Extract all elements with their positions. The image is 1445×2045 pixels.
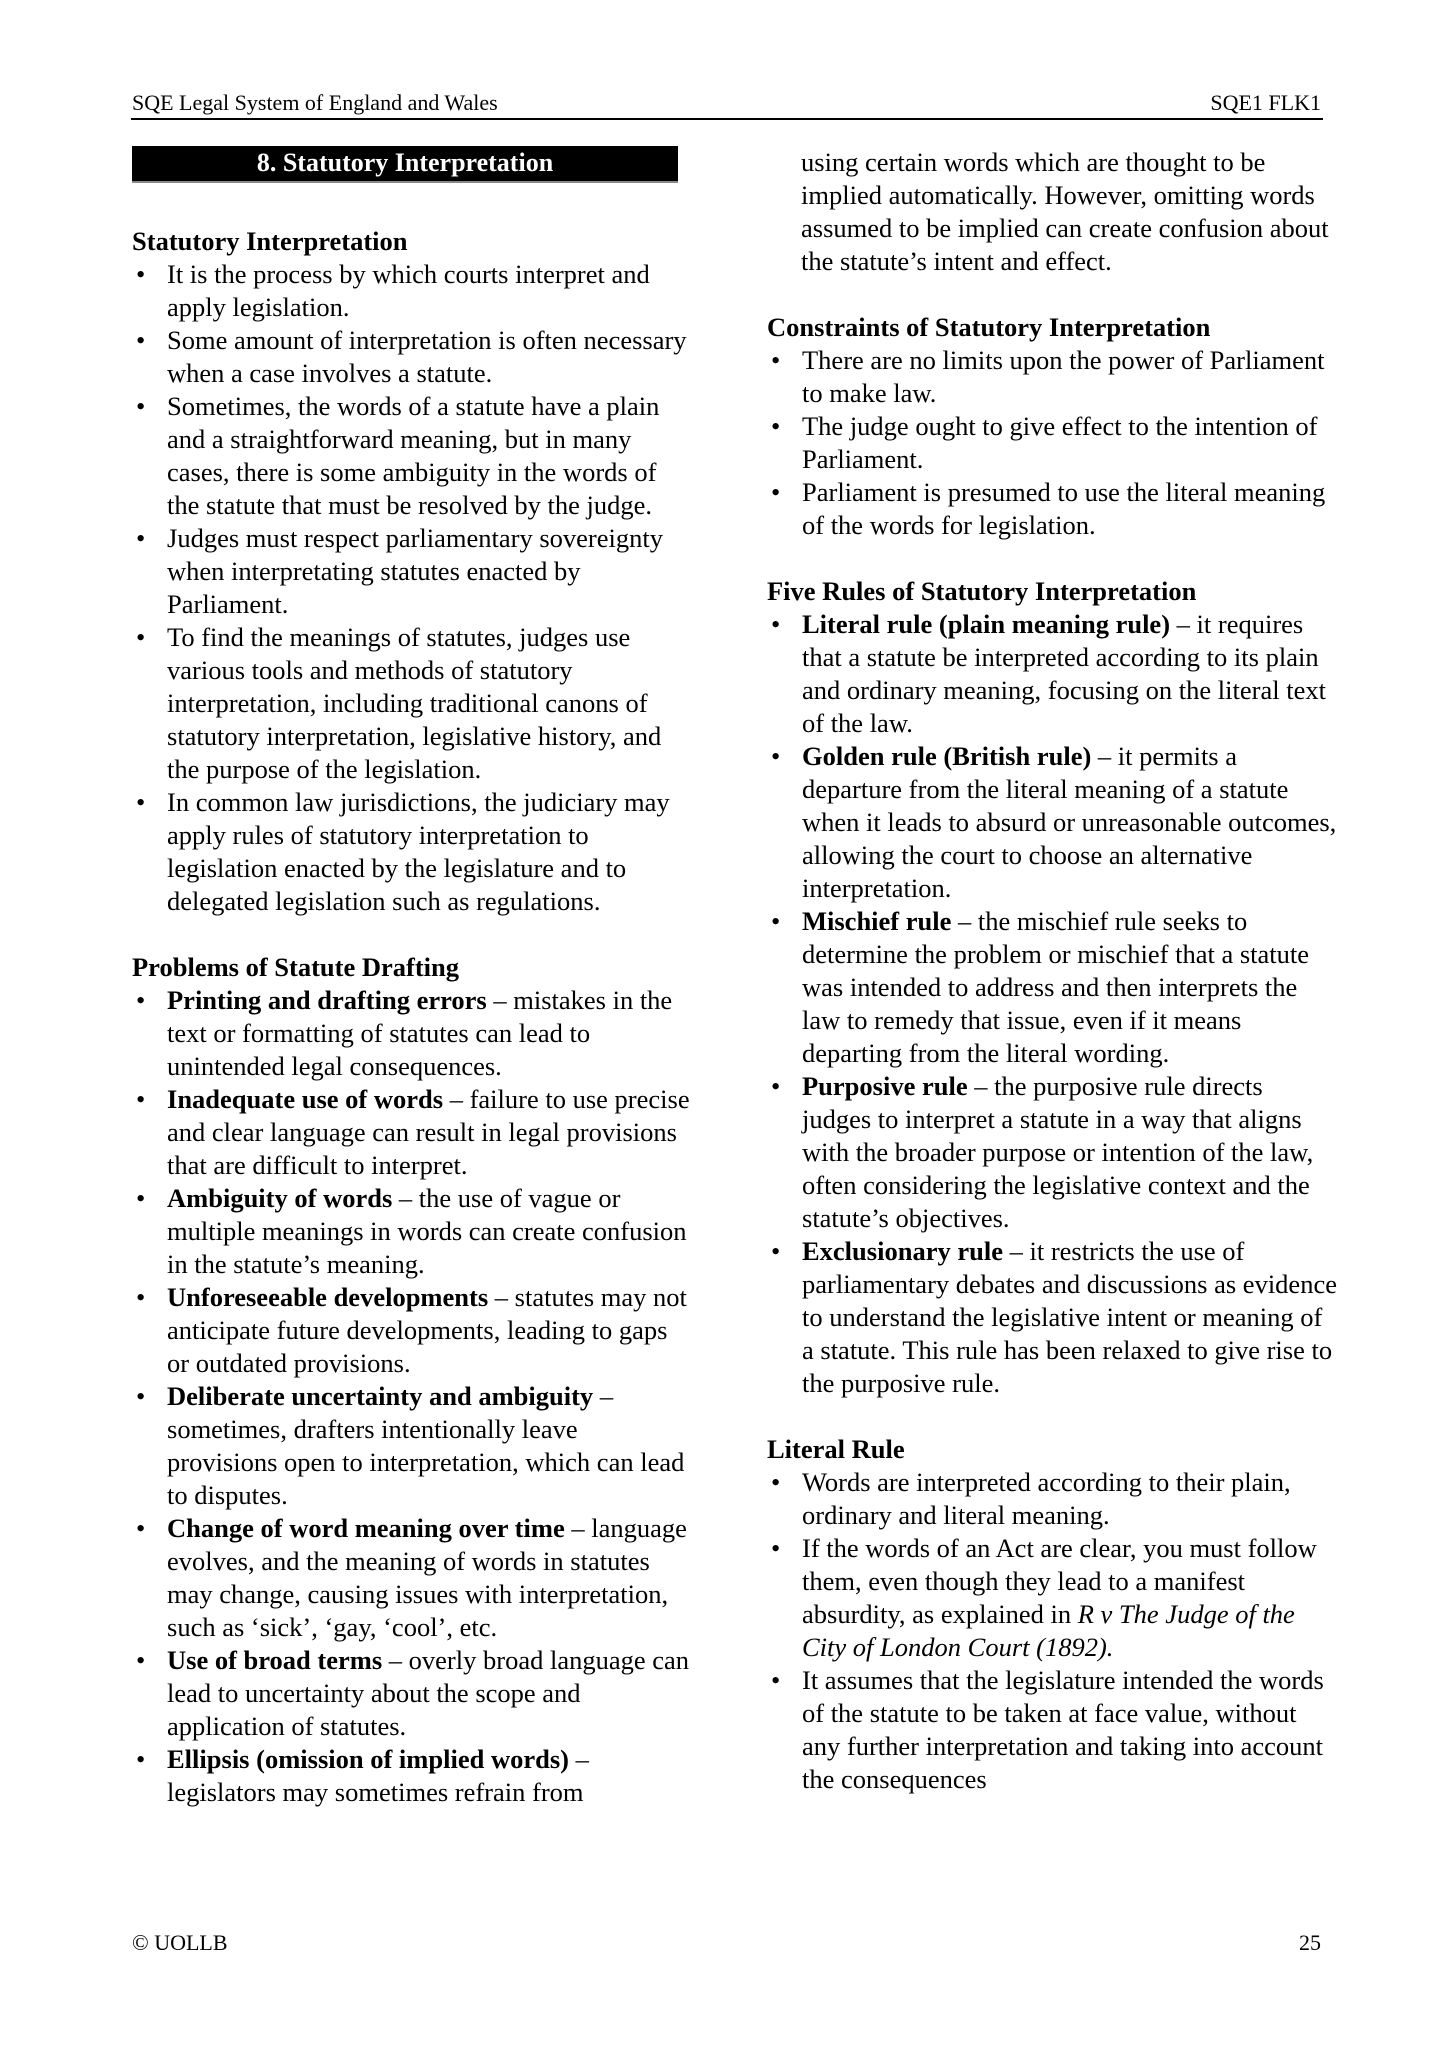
list-item: • Deliberate uncertainty and ambiguity – sometimes, drafters intentionally leave provisions open to interpretation, which can lead to disputes. <box>132 1380 692 1512</box>
term: Purposive rule <box>802 1071 968 1101</box>
list-item: • Some amount of interpretation is often necessary when a case involves a statute. <box>132 324 692 390</box>
list-item: • Parliament is presumed to use the literal meaning of the words for legislation. <box>767 476 1337 542</box>
term: Use of broad terms <box>167 1645 383 1675</box>
term: Change of word meaning over time <box>167 1513 565 1543</box>
copyright: © UOLLB <box>132 1930 228 1955</box>
section-heading-problems: Problems of Statute Drafting <box>132 952 460 982</box>
list-item: • Sometimes, the words of a statute have a plain and a straightforward meaning, but in many cases, there is some ambiguity in the words of the statute that must be resolved by the judge. <box>132 390 692 522</box>
five-rules-list <box>767 608 1337 1400</box>
term: Inadequate use of words <box>167 1084 444 1114</box>
section-heading-literal-rule: Literal Rule <box>767 1434 905 1464</box>
term: Deliberate uncertainty and ambiguity <box>167 1381 594 1411</box>
section-heading-constraints: Constraints of Statutory Interpretation <box>767 312 1211 342</box>
term: Exclusionary rule <box>802 1236 1003 1266</box>
term: Golden rule (British rule) <box>802 741 1092 771</box>
list-item: • Mischief rule – the mischief rule seeks to determine the problem or mischief that a statute was intended to address and then interprets the law to remedy that issue, even if it means departing from the literal wording. <box>767 905 1337 1070</box>
list-item: • If the words of an Act are clear, you must follow them, even though they lead to a manifest absurdity, as explained in R v The Judge of the City of London Court (1892). <box>767 1532 1337 1664</box>
document-title: SQE Legal System of England and Wales <box>132 90 498 115</box>
list-item: • There are no limits upon the power of Parliament to make law. <box>767 344 1337 410</box>
list-item: • Purposive rule – the purposive rule directs judges to interpret a statute in a way that aligns with the broader purpose or intention of the law, often considering the legislative context and the statute’s objectives. <box>767 1070 1337 1235</box>
list-item: • Inadequate use of words – failure to use precise and clear language can result in legal provisions that are difficult to interpret. <box>132 1083 692 1182</box>
list-item: • To find the meanings of statutes, judges use various tools and methods of statutory interpretation, including traditional canons of statutory interpretation, legislative history, and the purpose of the legislation. <box>132 621 692 786</box>
right-column <box>767 146 1337 1796</box>
list-item: • Exclusionary rule – it restricts the use of parliamentary debates and discussions as evidence to understand the legislative intent or meaning of a statute. This rule has been relaxed to give rise to the purposive rule. <box>767 1235 1337 1400</box>
statutory-interpretation-list <box>132 258 692 918</box>
list-item: • Ambiguity of words – the use of vague or multiple meanings in words can create confusion in the statute’s meaning. <box>132 1182 692 1281</box>
list-item: • Golden rule (British rule) – it permits a departure from the literal meaning of a statute when it leads to absurd or unreasonable outcomes, allowing the court to choose an alternative interpretation. <box>767 740 1337 905</box>
list-item: • It assumes that the legislature intended the words of the statute to be taken at face value, without any further interpretation and taking into account the consequences <box>767 1664 1337 1796</box>
continued-text: using certain words which are thought to be implied automatically. However, omitting words assumed to be implied can create confusion about the statute’s intent and effect. <box>801 147 1329 276</box>
section-heading-statutory-interpretation: Statutory Interpretation <box>132 226 408 256</box>
list-item: • The judge ought to give effect to the intention of Parliament. <box>767 410 1337 476</box>
list-item: • Change of word meaning over time – language evolves, and the meaning of words in statutes may change, causing issues with interpretation, such as ‘sick’, ‘gay, ‘cool’, etc. <box>132 1512 692 1644</box>
list-item: • Unforeseeable developments – statutes may not anticipate future developments, leading to gaps or outdated provisions. <box>132 1281 692 1380</box>
term: Ambiguity of words <box>167 1183 393 1213</box>
list-item: • In common law jurisdictions, the judiciary may apply rules of statutory interpretation to legislation enacted by the legislature and to delegated legislation such as regulations. <box>132 786 692 918</box>
term: Ellipsis (omission of implied words) <box>167 1744 569 1774</box>
list-item: • Literal rule (plain meaning rule) – it requires that a statute be interpreted according to its plain and ordinary meaning, focusing on the literal text of the law. <box>767 608 1337 740</box>
document-code: SQE1 FLK1 <box>1210 90 1321 115</box>
section-heading-five-rules: Five Rules of Statutory Interpretation <box>767 576 1197 606</box>
literal-rule-list <box>767 1466 1337 1796</box>
term: Printing and drafting errors <box>167 985 487 1015</box>
list-item: • Ellipsis (omission of implied words) – legislators may sometimes refrain from <box>132 1743 692 1809</box>
problems-list <box>132 984 692 1809</box>
term: Unforeseeable developments <box>167 1282 489 1312</box>
left-column <box>132 146 692 1809</box>
page-number: 25 <box>1299 1930 1321 1955</box>
term: Mischief rule <box>802 906 952 936</box>
list-item: • Printing and drafting errors – mistakes in the text or formatting of statutes can lead to unintended legal consequences. <box>132 984 692 1083</box>
term: Literal rule (plain meaning rule) <box>802 609 1171 639</box>
list-item: • Judges must respect parliamentary sovereignty when interpretating statutes enacted by Parliament. <box>132 522 692 621</box>
chapter-title: 8. Statutory Interpretation <box>132 146 678 183</box>
case-citation: R v The Judge of the City of London Court (1892). <box>802 1599 1295 1662</box>
list-item: • It is the process by which courts interpret and apply legislation. <box>132 258 692 324</box>
list-item: • Words are interpreted according to their plain, ordinary and literal meaning. <box>767 1466 1337 1532</box>
page-header <box>131 88 1323 120</box>
list-item: • Use of broad terms – overly broad language can lead to uncertainty about the scope and application of statutes. <box>132 1644 692 1743</box>
constraints-list <box>767 344 1337 542</box>
